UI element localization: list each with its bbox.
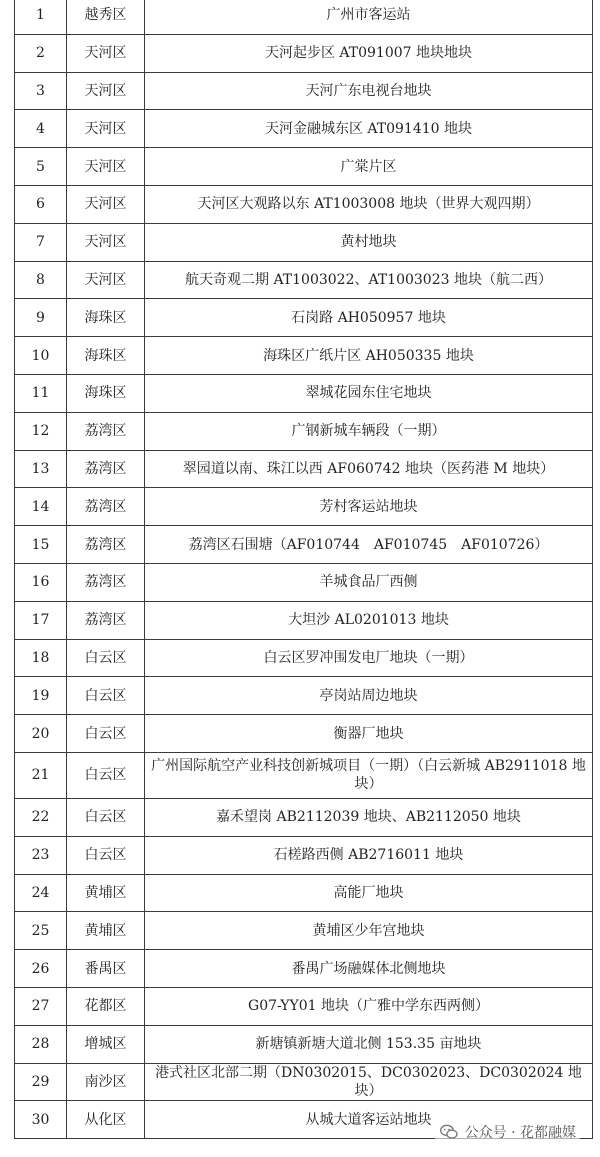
table-row	[15, 72, 593, 110]
plot-name-cell: 衡器厂地块	[145, 715, 593, 753]
district-cell: 海珠区	[67, 374, 145, 412]
table-row	[15, 677, 593, 715]
plot-name-cell: 亭岗站周边地块	[145, 677, 593, 715]
district-cell: 荔湾区	[67, 526, 145, 564]
plot-name-cell: 天河区大观路以东 AT1003008 地块（世界大观四期）	[145, 185, 593, 223]
plot-name-cell: 番禺广场融媒体北侧地块	[145, 950, 593, 988]
district-cell: 天河区	[67, 110, 145, 148]
row-number: 4	[15, 110, 67, 148]
district-cell: 天河区	[67, 223, 145, 261]
plot-name-cell: 石岗路 AH050957 地块	[145, 299, 593, 337]
row-number: 27	[15, 987, 67, 1025]
district-cell: 白云区	[67, 836, 145, 874]
table-row	[15, 836, 593, 874]
row-number: 1	[15, 0, 67, 34]
plot-name-cell: 广棠片区	[145, 148, 593, 186]
table-row	[15, 526, 593, 564]
district-cell: 从化区	[67, 1101, 145, 1139]
district-cell: 荔湾区	[67, 563, 145, 601]
row-number: 8	[15, 261, 67, 299]
district-cell: 花都区	[67, 987, 145, 1025]
plot-name-cell: 天河金融城东区 AT091410 地块	[145, 110, 593, 148]
row-number: 10	[15, 337, 67, 375]
district-cell: 黄埔区	[67, 874, 145, 912]
plot-name-cell: 嘉禾望岗 AB2112039 地块、AB2112050 地块	[145, 798, 593, 836]
district-cell: 天河区	[67, 261, 145, 299]
plot-name-cell: 黄埔区少年宫地块	[145, 912, 593, 950]
table-row	[15, 798, 593, 836]
plot-name-cell: 广钢新城车辆段（一期）	[145, 412, 593, 450]
table-row	[15, 0, 593, 34]
table-row	[15, 912, 593, 950]
row-number: 29	[15, 1063, 67, 1101]
plot-name-cell: G07-YY01 地块（广雅中学东西两侧）	[145, 987, 593, 1025]
district-cell: 海珠区	[67, 337, 145, 375]
row-number: 2	[15, 34, 67, 72]
row-number: 30	[15, 1101, 67, 1139]
district-cell: 荔湾区	[67, 488, 145, 526]
row-number: 11	[15, 374, 67, 412]
table-row	[15, 950, 593, 988]
row-number: 13	[15, 450, 67, 488]
district-cell: 白云区	[67, 677, 145, 715]
table-row	[15, 488, 593, 526]
table-row	[15, 261, 593, 299]
plot-name-cell: 翠城花园东住宅地块	[145, 374, 593, 412]
plot-name-cell: 羊城食品厂西侧	[145, 563, 593, 601]
row-number: 14	[15, 488, 67, 526]
plot-name-cell: 海珠区广纸片区 AH050335 地块	[145, 337, 593, 375]
district-cell: 白云区	[67, 715, 145, 753]
row-number: 7	[15, 223, 67, 261]
table-row	[15, 223, 593, 261]
district-cell: 白云区	[67, 798, 145, 836]
table-row	[15, 987, 593, 1025]
row-number: 19	[15, 677, 67, 715]
row-number: 17	[15, 601, 67, 639]
plot-name-cell: 新塘镇新塘大道北侧 153.35 亩地块	[145, 1025, 593, 1063]
row-number: 23	[15, 836, 67, 874]
row-number: 26	[15, 950, 67, 988]
district-cell: 白云区	[67, 639, 145, 677]
table-row	[15, 715, 593, 753]
row-number: 18	[15, 639, 67, 677]
row-number: 5	[15, 148, 67, 186]
plot-name-cell: 翠园道以南、珠江以西 AF060742 地块（医药港 M 地块）	[145, 450, 593, 488]
table-row	[15, 374, 593, 412]
table-row	[15, 874, 593, 912]
table-row	[15, 1063, 593, 1101]
district-cell: 荔湾区	[67, 412, 145, 450]
district-cell: 增城区	[67, 1025, 145, 1063]
district-cell: 荔湾区	[67, 450, 145, 488]
plot-name-cell: 广州市客运站	[145, 0, 593, 34]
row-number: 20	[15, 715, 67, 753]
district-cell: 黄埔区	[67, 912, 145, 950]
plot-name-cell: 天河起步区 AT091007 地块地块	[145, 34, 593, 72]
row-number: 16	[15, 563, 67, 601]
district-cell: 天河区	[67, 34, 145, 72]
table-row	[15, 299, 593, 337]
table-row	[15, 639, 593, 677]
land-plot-table	[14, 0, 593, 1139]
row-number: 12	[15, 412, 67, 450]
table-row	[15, 563, 593, 601]
table-row	[15, 1025, 593, 1063]
district-cell: 越秀区	[67, 0, 145, 34]
table-row	[15, 110, 593, 148]
row-number: 22	[15, 798, 67, 836]
row-number: 28	[15, 1025, 67, 1063]
district-cell: 白云区	[67, 752, 145, 798]
row-number: 25	[15, 912, 67, 950]
plot-name-cell: 荔湾区石围塘（AF010744 AF010745 AF010726）	[145, 526, 593, 564]
plot-name-cell: 黄村地块	[145, 223, 593, 261]
watermark-text: 公众号 · 花都融媒	[464, 1125, 576, 1141]
district-cell: 南沙区	[67, 1063, 145, 1101]
plot-name-cell: 高能厂地块	[145, 874, 593, 912]
row-number: 9	[15, 299, 67, 337]
table-row	[15, 752, 593, 798]
table-row	[15, 412, 593, 450]
plot-name-cell: 广州国际航空产业科技创新城项目（一期）（白云新城 AB2911018 地块）	[145, 752, 593, 798]
table-row	[15, 148, 593, 186]
row-number: 24	[15, 874, 67, 912]
plot-name-cell: 石槎路西侧 AB2716011 地块	[145, 836, 593, 874]
row-number: 3	[15, 72, 67, 110]
row-number: 21	[15, 752, 67, 798]
row-number: 15	[15, 526, 67, 564]
plot-name-cell: 港式社区北部二期（DN0302015、DC0302023、DC0302024 地块）	[145, 1063, 593, 1101]
row-number: 6	[15, 185, 67, 223]
watermark	[435, 1121, 580, 1143]
district-cell: 荔湾区	[67, 601, 145, 639]
table-row	[15, 185, 593, 223]
plot-name-cell: 白云区罗冲围发电厂地块（一期）	[145, 639, 593, 677]
district-cell: 天河区	[67, 72, 145, 110]
table-row	[15, 34, 593, 72]
table-row	[15, 601, 593, 639]
district-cell: 海珠区	[67, 299, 145, 337]
district-cell: 番禺区	[67, 950, 145, 988]
plot-name-cell: 大坦沙 AL0201013 地块	[145, 601, 593, 639]
plot-name-cell: 从城大道客运站地块	[145, 1101, 593, 1139]
plot-name-cell: 天河广东电视台地块	[145, 72, 593, 110]
wechat-icon	[439, 1122, 459, 1142]
plot-name-cell: 航天奇观二期 AT1003022、AT1003023 地块（航二西）	[145, 261, 593, 299]
district-cell: 天河区	[67, 185, 145, 223]
table-row	[15, 450, 593, 488]
plot-name-cell: 芳村客运站地块	[145, 488, 593, 526]
table-row	[15, 337, 593, 375]
district-cell: 天河区	[67, 148, 145, 186]
